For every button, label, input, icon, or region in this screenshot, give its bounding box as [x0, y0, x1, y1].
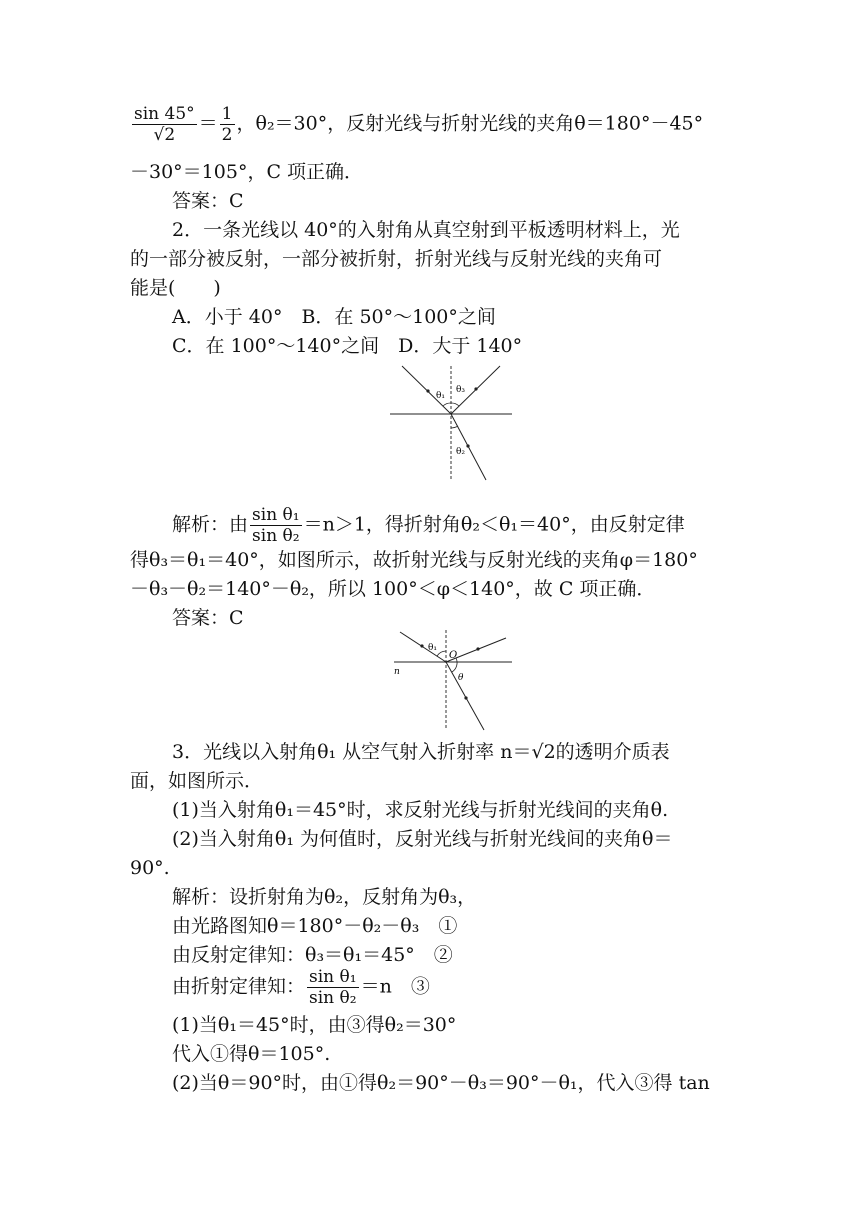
q3-stem-line-2: 面，如图所示． [130, 770, 264, 792]
fraction-sin45-over-sqrt2: $\frac{\sin 45^\circ}{√2}$ [134, 104, 195, 145]
refraction-diagram-1 [388, 362, 514, 484]
q3-solution-line-2: 由光路图知θ＝180°－θ₂－θ₃ ① [172, 915, 458, 937]
q3-solution-line-1: 解析：设折射角为θ₂，反射角为θ₃， [172, 886, 477, 908]
q3-solution-line-4: 由折射定律知： $\frac{\text{sin θ₁}}{\text{sin θ₂}}$ ＝n ③ [172, 967, 430, 1008]
q3-solution-line-6: 代入①得θ＝105°. [172, 1043, 331, 1065]
q2-stem-line-2: 的一部分被反射，一部分被折射，折射光线与反射光线的夹角可 [130, 248, 663, 270]
q2-options-row-1: A．小于 40° B．在 50°～100°之间 [172, 306, 496, 328]
answer-label: 答案： [172, 607, 230, 629]
theta-label: θ [458, 673, 464, 683]
q3-stem-line-1: 3．光线以入射角θ₁ 从空气射入折射率 n＝√2的透明介质表 [172, 741, 670, 763]
q1-solution-line-1: $\frac{\sin 45^\circ}{√2}$ ＝ $\frac{1}{2}$ ，θ₂＝30°，反射光线与折射光线的夹角θ＝180°－45° [134, 104, 704, 145]
q3-solution-line-7: (2)当θ＝90°时，由①得θ₂＝90°－θ₃＝90°－θ₁，代入③得 tan [172, 1072, 710, 1094]
q1-solution-line-2: －30°＝105°，C 项正确． [130, 161, 364, 183]
q3-solution-line-5: (1)当θ₁＝45°时，由③得θ₂＝30° [172, 1014, 457, 1036]
answer-label: 答案： [172, 190, 230, 212]
q2-solution-line-1: 解析：由 $\frac{\text{sin θ₁}}{\text{sin θ₂}}$ ＝n＞1，得折射角θ₂＜θ₁＝40°，由反射定律 [172, 505, 685, 546]
q2-options-row-2: C．在 100°～140°之间 D．大于 140° [172, 335, 523, 357]
medium-n-label: n [394, 667, 400, 677]
solution-label: 解析： [172, 886, 230, 908]
theta3-label: θ₃ [456, 385, 466, 395]
q3-solution-line-3: 由反射定律知：θ₃＝θ₁＝45° ② [172, 944, 453, 966]
q1-answer: 答案：C [172, 190, 244, 212]
q3-part-1: (1)当入射角θ₁＝45°时，求反射光线与折射光线间的夹角θ. [172, 799, 669, 821]
refraction-diagram-2 [392, 628, 514, 732]
theta1-label: θ₁ [436, 391, 446, 401]
q2-stem-line-3: 能是( ) [130, 277, 221, 299]
q2-answer: 答案：C [172, 607, 244, 629]
theta2-label: θ₂ [456, 447, 466, 457]
point-o-label: O [449, 650, 458, 661]
fraction-sin-theta1-over-sin-theta2: $\frac{\text{sin θ₁}}{\text{sin θ₂}}$ [309, 967, 357, 1008]
q2-stem-line-1: 2．一条光线以 40°的入射角从真空射到平板透明材料上，光 [172, 219, 680, 241]
q3-part-2-line-2: 90°. [130, 857, 170, 879]
q3-part-2-line-1: (2)当入射角θ₁ 为何值时，反射光线与折射光线间的夹角θ＝ [172, 828, 673, 850]
fraction-sin-theta1-over-sin-theta2: $\frac{\text{sin θ₁}}{\text{sin θ₂}}$ [252, 505, 300, 546]
q2-solution-line-3: －θ₃－θ₂＝140°－θ₂，所以 100°＜φ＜140°，故 C 项正确． [130, 578, 656, 600]
fraction-one-half: $\frac{1}{2}$ [221, 104, 233, 145]
solution-label: 解析： [172, 513, 230, 536]
q2-solution-line-2: 得θ₃＝θ₁＝40°，如图所示，故折射光线与反射光线的夹角φ＝180° [130, 549, 698, 571]
theta1-label: θ₁ [428, 643, 438, 653]
